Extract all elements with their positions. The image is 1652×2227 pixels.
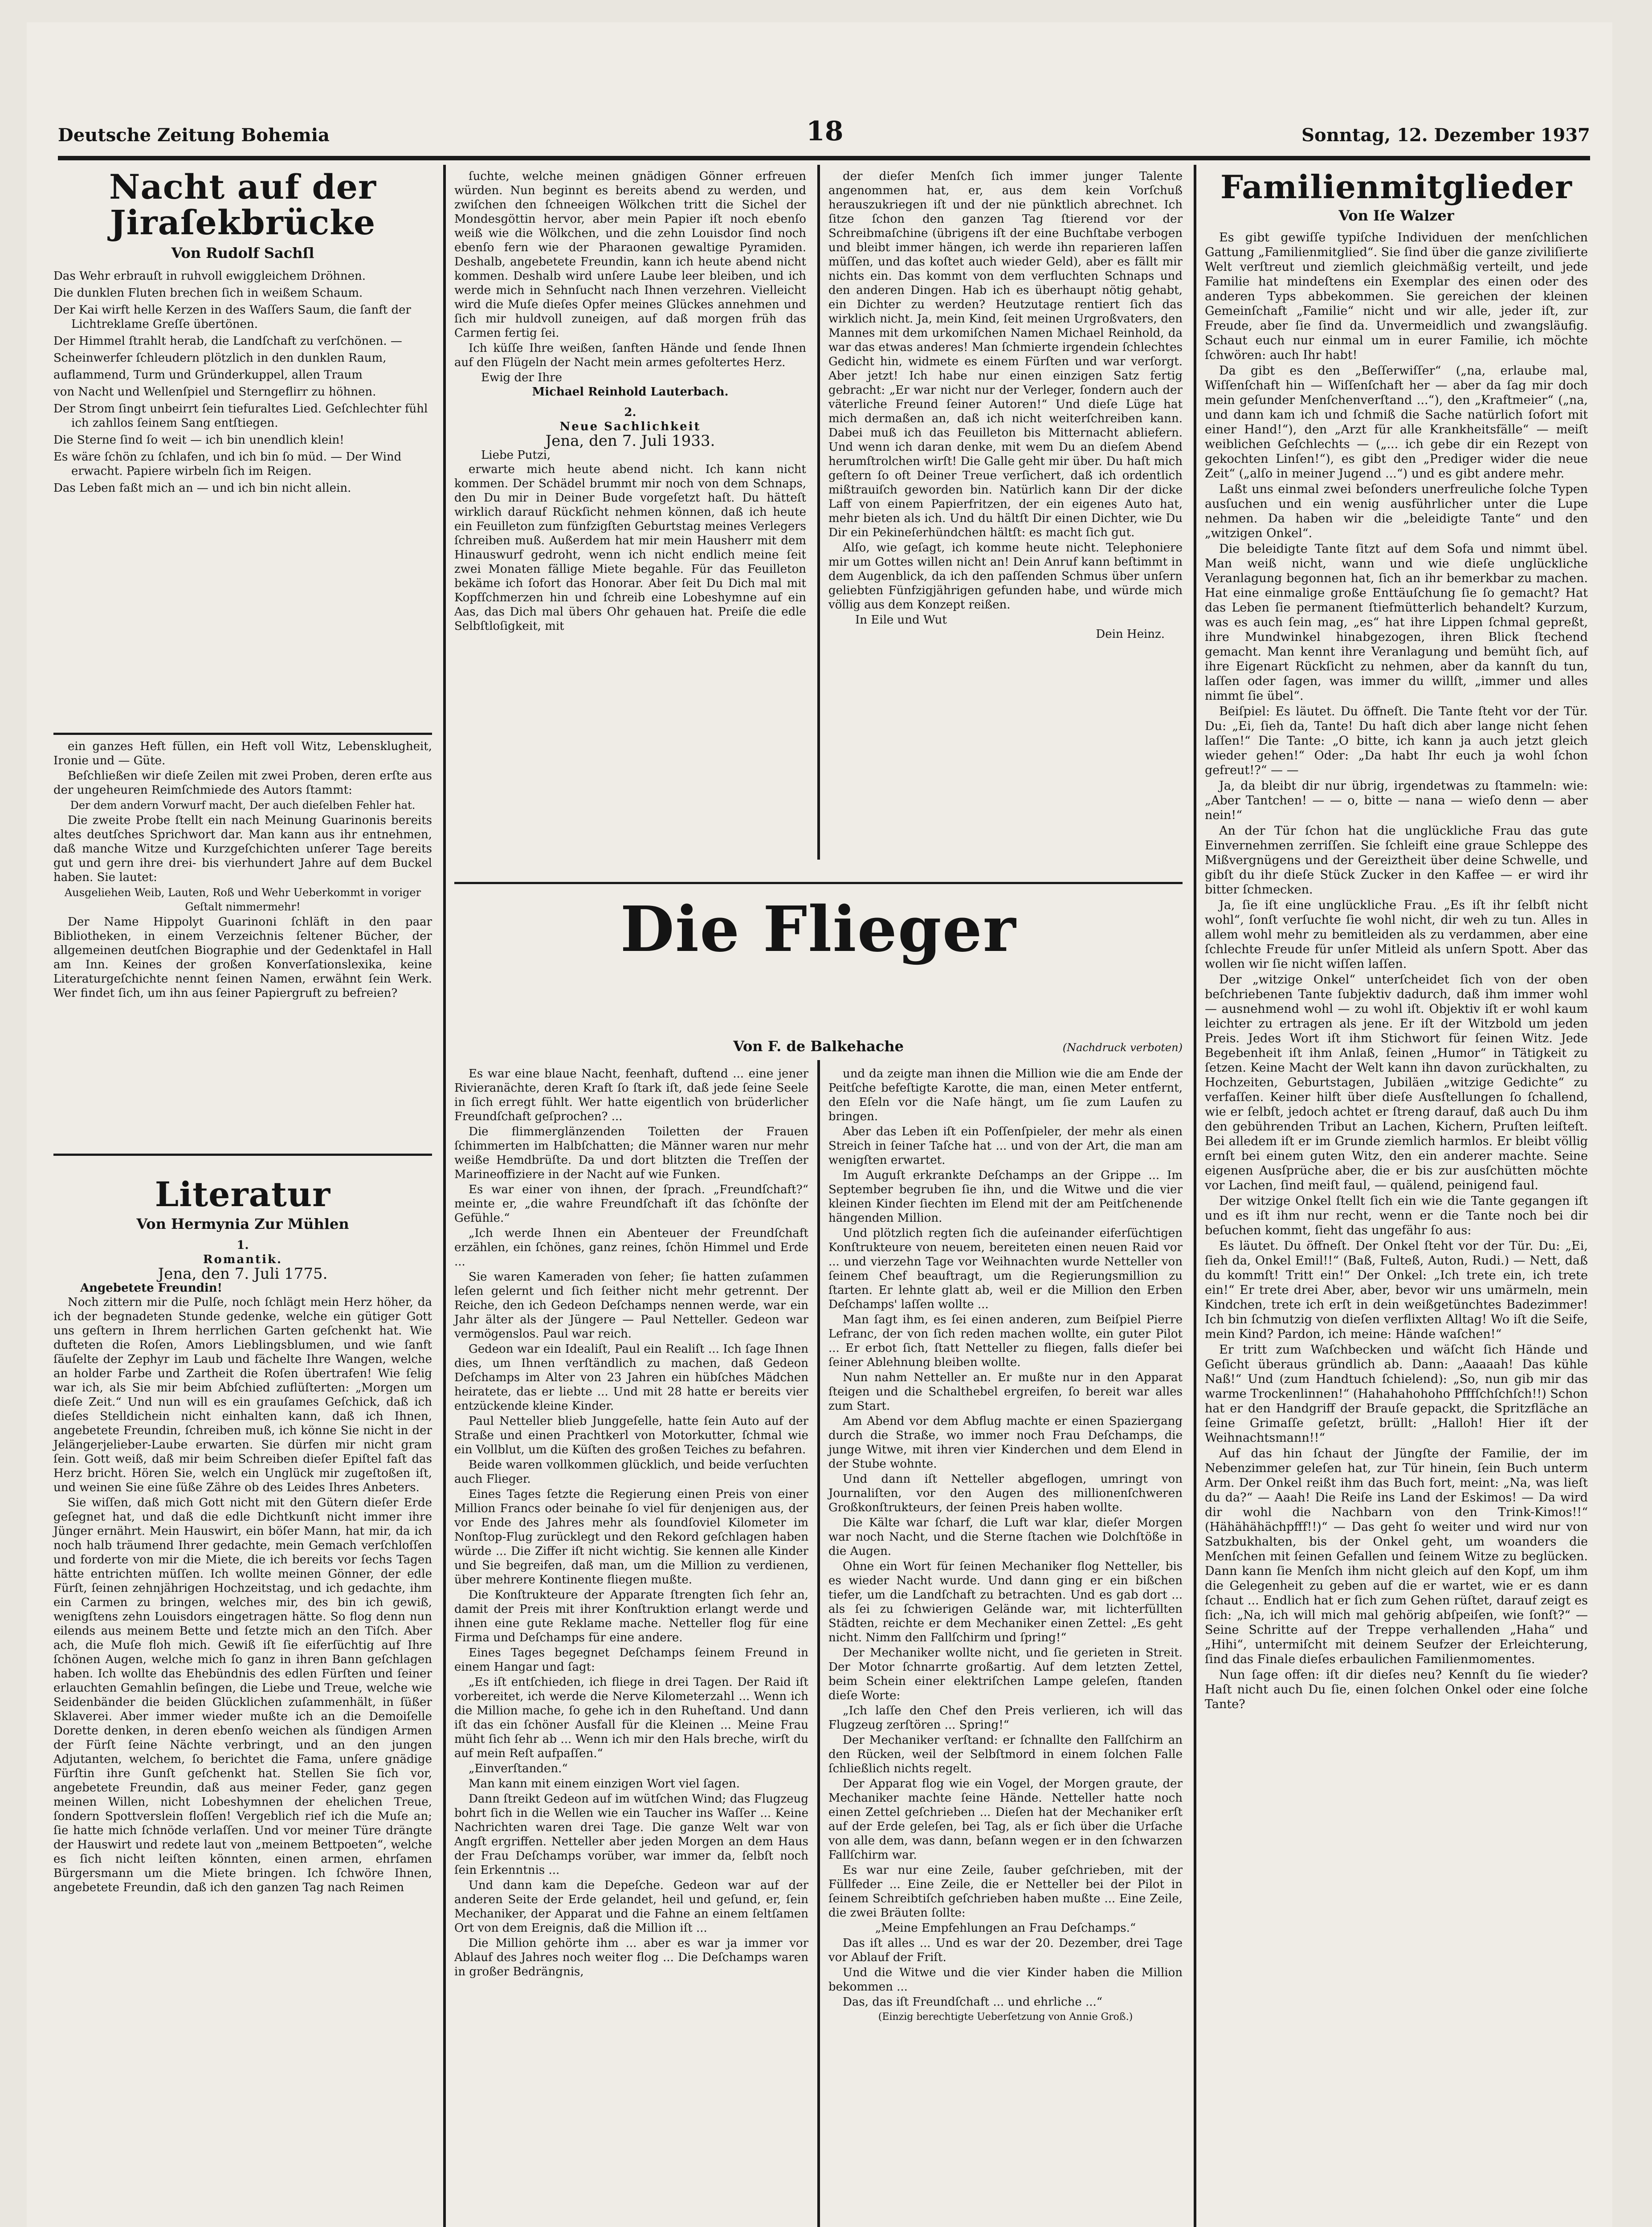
paragraph: Im Auguſt erkrankte Deſchamps an der Grippe ... Im September begruben ſie ihn, und die Witwe und die vier kleinen Kinder ſiechten im Elend mit der am Peitſchenende hängenden Million. (828, 1169, 1183, 1225)
poem-nacht (53, 169, 432, 498)
paragraph: Auf das hin ſchaut der Jüngſte der Familie, der im Nebenzimmer geleſen hat, zur Tür hinein, ſein Buch unterm Arm. Der Onkel reißt ihm das Buch fort, meint: „Na, was lieſt du da?“ — Aaah! Die Reiſe ins Land der Eskimos! — Da wird dir wohl die Nachbarn von den Trink-Kimos!!“ (Hähähähächpfff!!)“ — Das geht ſo weiter und wird nur von Satzbukhalten, bis der Onkel geht, um woanders die Menſchen mit ſeinen Gefallen und ſeinem Witze zu beglücken. Dann kann ſie Menſch ihm nicht gleich auf den Kopf, um ihm die Gelegenheit zu geben auf die er wartet, wie er es dann ſchaut ... Endlich hat er ſich zum Gehen rüſtet, darauf zeigt es ſich: „Na, ich will mich mal gehörig abſpeiſen, wie ſonſt?“ — Seine Schritte auf der Treppe verhallenden „Haha“ und „Hihi“, untermiſcht mit deinem Seufzer der Erleichterung, ſind das Finale dieſes erbaulichen Familienmomentes. (1205, 1447, 1588, 1666)
paragraph: Die Kälte war ſcharf, die Luft war klar, dieſer Morgen war noch Nacht, und die Sterne ſtachen wie Dolchſtöße in die Augen. (828, 1516, 1183, 1558)
section-number: 1. (237, 1239, 249, 1252)
paragraph: Da gibt es den „Beſſerwiſſer“ („na, erlaube mal, Wiſſenſchaft hin — Wiſſenſchaft her — aber da ſag mir doch mein geſunder Menſchenverſtand ...“), den „Kraftmeier“ („na, und dann kam ich und ſchmiß die Sache natürlich ſofort mit einer Hand!“), den „Arzt für alle Krankheitsfälle“ — meiſt weiblichen Geſchlechts — („... ich gebe dir ein Rezept von gekochten Linſen!“), es gibt den „Prediger wider die neue Zeit“ („alſo in meiner Jugend ...“) und es gibt andere mehr. (1205, 364, 1588, 481)
paragraph: Ich küſſe Ihre weißen, ſanften Hände und ſende Ihnen auf den Flügeln der Nacht mein armes gefoltertes Herz. (454, 342, 806, 369)
paragraph: Die zweite Probe ſtellt ein nach Meinung Guarinonis bereits altes deutſches Sprichwort dar. Man kann aus ihr entnehmen, daß manche Witze und Kurzgeſchichten unſerer Tage bereits gut und gern ihre drei- bis vierhundert Jahre auf dem Buckel haben. Sie lautet: (53, 814, 432, 884)
article-familienmitglieder (1205, 169, 1588, 1713)
paragraph: Noch zittern mir die Pulſe, noch ſchlägt mein Herz höher, da ich der begnadeten Stunde gedenke, welche ein gütiger Gott uns geſtern in Ihrem herrlichen Garten geſchenkt hat. Wie dufteten die Roſen, Amors Lieblingsblumen, und wie ſanft ſäuſelte der Zephyr im Laub und fächelte Ihre Wangen, welche an holder Farbe und Zartheit die Roſen übertrafen! Wie ſelig war ich, als Sie mir beim Abſchied zuflüſterten: „Morgen um dieſe Zeit.“ Und nun will es ein grauſames Geſchick, daß ich dieſes Stelldichein nicht einhalten kann, daß ich Ihnen, angebetete Freundin, ſchreiben muß, ich könne Sie nicht in der Jelängerjelieber-Laube erwarten. Sie dürfen mir nicht gram ſein. Gott weiß, daß mir beim Schreiben dieſer Epiſtel faſt das Herz bricht. Hören Sie, welch ein Unglück mir zugeſtoßen iſt, und weinen Sie eine ſüße Zähre ob des Leides Ihres Anbeters. (53, 1296, 432, 1494)
paragraph: Es läutet. Du öffneſt. Der Onkel ſteht vor der Tür. Du: „Ei, ſieh da, Onkel Emil!!“ (Baß, Fulteß, Auton, Rudi.) — Nett, daß du kommſt! Tritt ein!“ Der Onkel: „Ich trete ein, ich trete ein!“ Er trete drei Aber, aber, bevor wir uns umärmeln, mein Kindchen, trete ich erſt in dein weißgetünchtes Badezimmer! Ich bin ſchmutzig von dieſen verflixten Alltag! Wo iſt die Seife, mein Kind? Pardon, ich meine: Hände waſchen!“ (1205, 1239, 1588, 1341)
section-number: 2. (624, 406, 636, 419)
paragraph: Der Name Hippolyt Guarinoni ſchläft in den paar Bibliotheken, in einem Verzeichnis ſeltener Bücher, der allgemeinen deutſchen Biographie und der Gedenktafel in Hall am Inn. Keines der großen Konverſationslexika, keine Literaturgeſchichte nennt ſeinen Namen, erwähnt ſein Werk. Wer findet ſich, um ihn aus ſeiner Papiergruft zu befreien? (53, 915, 432, 1000)
issue-date: Sonntag, 12. Dezember 1937 (1301, 125, 1590, 146)
poem-line: auflammend, Turm und Gründerkuppel, allen Traum (53, 368, 363, 382)
flieger-title: Die Flieger (620, 893, 1017, 966)
familie-title: Familienmitglieder (1220, 168, 1572, 206)
poem-line: Die dunklen Fluten brechen ſich in weißem Schaum. (53, 286, 363, 300)
poem-title: Nacht auf der Jiraſekbrücke (109, 167, 376, 242)
column-rule-1 (443, 165, 446, 2227)
column-rule-3 (1194, 165, 1196, 2227)
poem-line: Das Leben faßt mich an — und ich bin nicht allein. (53, 481, 351, 495)
paragraph: ein ganzes Heft füllen, ein Heft voll Witz, Lebensklugheit, Ironie und — Güte. (53, 740, 432, 767)
paragraph: Man ſagt ihm, es ſei einen anderen, zum Beiſpiel Pierre Lefranc, der von ſich reden machen wollte, ein guter Pilot ... Er erbot ſich, ſtatt Netteller zu fliegen, falls dieſer bei ſeiner Ablehnung bleiben wollte. (828, 1313, 1183, 1369)
paragraph: Ja, da bleibt dir nur übrig, irgendetwas zu ſtammeln: wie: „Aber Tantchen! — — o, bitte — nana — wieſo denn — aber nein!“ (1205, 779, 1588, 822)
paragraph: Die flimmerglänzenden Toiletten der Frauen ſchimmerten im Halbſchatten; die Männer waren nur mehr weiße Hemdbrüſte. Da und dort blitzten die Treſſen der Marineoffiziere in der Nacht auf wie Funken. (454, 1125, 808, 1181)
paragraph: Das, das iſt Freundſchaft ... und ehrliche ...“ (843, 1995, 1103, 2009)
poem-line: Der Strom ſingt unbeirrt ſein tiefuraltes Lied. Geſchlechter fühl ich zahllos ſeinem Sang entſtiegen. (53, 402, 428, 430)
guarinoni-continuation (53, 739, 432, 1001)
paragraph: Der „witzige Onkel“ unterſcheidet ſich von der oben beſchriebenen Tante ſubjektiv dadurch, daß ihm immer wohl — ausnehmend wohl — zu wohl iſt. Objektiv iſt er wohl kaum leichter zu ertragen als jene. Er iſt der Witzbold um jeden Preis. Jedes Wort iſt ihm Stichwort für ſeinen Witz. Jede Begebenheit iſt ihm Anlaß, ſeinen „Humor“ in Tätigkeit zu ſetzen. Keine Macht der Welt kann ihn davon zurückhalten, zu Hochzeiten, Geburtstagen, Jubiläen „witzige Gedichte“ zu verfaſſen. Keiner hilft über dieſe Ausſtellungen ſo ſchallend, wie er ſelbſt, jedoch achtet er ſtreng darauf, daß auch Du ihm den gebührenden Tribut an Lachen, Kichern, Pruſten leiſteſt. Bei alledem iſt er im Grunde ziemlich harmlos. Er bleibt völlig ernſt bei einem guten Witz, den ein anderer machte. Seine eigenen Ausſprüche aber, die er bis zur ausſchütten möchte vor Lachen, ſind meiſt faul, — quälend, peinigend faul. (1205, 973, 1588, 1192)
paragraph: erwarte mich heute abend nicht. Ich kann nicht kommen. Der Schädel brummt mir noch von dem Schnaps, den Du mir in Deiner Bude vorgeſetzt haſt. Du hätteſt wirklich darauf Rückſicht nehmen können, daß ich heute ein Feuilleton zum fünfzigſten Geburtstag meines Verlegers ſchreiben muß. Außerdem hat mir mein Hausherr mit dem Hinauswurf gedroht, wenn ich nicht endlich meine ſeit zwei Monaten fällige Miete begahle. Für das Feuilleton bekäme ich ſofort das Honorar. Aber ſeit Du Dich mal mit Kopfſchmerzen hin und ſchreib eine Lobeshymne auf ein Aas, das Dich mal übers Ohr gehauen hat. Preiſe die edle Selbſtloſigkeit, mit (454, 463, 806, 633)
poem-line: Es wäre ſchön zu ſchlafen, und ich bin ſo müd. — Der Wind erwacht. Papiere wirbeln ſich im Reigen. (53, 450, 402, 478)
paragraph: Beiſpiel: Es läutet. Du öffneſt. Die Tante ſteht vor der Tür. Du: „Ei, ſieh da, Tante! Du haſt dich aber lange nicht ſehen laſſen!“ Die Tante: „O bitte, ich kann ja auch jetzt gleich wieder gehen!“ Oder: „Da habt Ihr euch ja wohl ſchon gefreut!?“ — — (1205, 705, 1588, 777)
paragraph: „Ich werde Ihnen ein Abenteuer der Freundſchaft erzählen, ein ſchönes, ganz reines, ſchön Himmel und Erde ... (454, 1227, 808, 1268)
paragraph: Der witzige Onkel ſtellt ſich ein wie die Tante gegangen iſt und es iſt ihm nur recht, wenn er die Tante noch bei dir beſuchen kommt, ſieht das ungefähr ſo aus: (1205, 1194, 1588, 1237)
separator-rule (53, 733, 432, 735)
paragraph: Ja, ſie iſt eine unglückliche Frau. „Es iſt ihr ſelbſt nicht wohl“, ſonſt verſuchte ſie wohl nicht, dir weh zu tun. Alles in allem wohl mehr zu bemitleiden als zu verdammen, aber eine ſchlechte Freude für unſer Mitleid als unſern Spott. Aber das wollen wir ſie nicht wiſſen laſſen. (1205, 898, 1588, 971)
paragraph: Es war einer von ihnen, der ſprach. „Freundſchaft?“ meinte er, „die wahre Freundſchaft iſt das ſchönſte der Gefühle.“ (454, 1183, 808, 1225)
paragraph: Man kann mit einem einzigen Wort viel ſagen. (469, 1777, 740, 1791)
poem-line: von Nacht und Wellenſpiel und Sterngeflirr zu höhnen. (53, 385, 376, 399)
paragraph: Die beleidigte Tante ſitzt auf dem Sofa und nimmt übel. Man weiß nicht, wann und wie dieſe unglückliche Veranlagung begonnen hat, ſich an ihr bemerkbar zu machen. Hat eine einmalige große Enttäuſchung ſie ſo gemacht? Hat das Leben ſie permanent ſtiefmütterlich behandelt? Kurzum, was es auch ſein mag, „es“ hat ihre Lippen ſchmal gepreßt, ihre Mundwinkel hinabgezogen, ihren Blick ſtechend gemacht. Man kennt ihre Veranlagung und bemüht ſich, auf ihre Eigenart Rückſicht zu nehmen, aber da kannſt du tun, laſſen oder ſagen, was immer du willſt, „immer und alles nimmt ſie übel“. (1205, 542, 1588, 703)
poem-line: Der Himmel ſtrahlt herab, die Landſchaft zu verſchönen. — (53, 334, 402, 348)
poem-lines (53, 269, 432, 495)
flieger-byline: Von F. de Balkehache (733, 1038, 904, 1055)
paragraph: Nun ſage offen: iſt dir dieſes neu? Kennſt du ſie wieder? Haſt nicht auch Du ſie, einen ſolchen Onkel oder eine ſolche Tante? (1205, 1668, 1588, 1711)
paragraph: Die Konſtrukteure der Apparate ſtrengten ſich ſehr an, damit der Preis mit ihrer Konſtruktion erlangt werde und ihnen eine gute Reklame mache. Netteller flog für eine Firma und Deſchamps für eine andere. (454, 1588, 808, 1644)
paragraph: Und dann iſt Netteller abgeflogen, umringt von Journaliſten, vor den Augen des millionenſchweren Großkonſtrukteurs, der ſeinen Preis haben wollte. (828, 1472, 1183, 1514)
article-literatur (53, 1176, 432, 1896)
poem-line: Scheinwerfer ſchleudern plötzlich in den dunklen Raum, (53, 351, 387, 365)
paragraph: Eines Tages begegnet Deſchamps ſeinem Freund in einem Hangar und ſagt: (454, 1646, 808, 1674)
paragraph: Paul Netteller blieb Junggeſelle, hatte ſein Auto auf der Straße und einen Prachtkerl von Motorkutter, ſchmal wie ein Vollblut, um die Küſten des großen Teiches zu befahren. (454, 1415, 808, 1456)
paragraph: der dieſer Menſch ſich immer junger Talente angenommen hat, er, aus dem kein Vorſchuß herauszukriegen iſt und der nie pünktlich abrechnet. Ich ſitze ſchon den ganzen Tag ſtierend vor der Schreibmaſchine (übrigens iſt der eine Buchſtabe verbogen und bleibt immer hängen, ich werde ihn reparieren laſſen müſſen, und das koſtet auch wieder Geld), aber es fällt mir nichts ein. Das kommt von dem verfluchten Schnaps und den anderen Dingen. Hab ich es überhaupt nötig gehabt, ein Dichter zu werden? Heutzutage rentiert ſich das wirklich nicht. Ja, mein Kind, ſeit meinen Urgroßvaters, den Mannes mit dem urkomiſchen Namen Michael Reinhold, da war das etwas anderes! Man ſchmierte irgendein ſchlechtes Gedicht hin, widmete es einem Fürſten und war verſorgt. Aber jetzt! Ich habe nur einen einzigen Satz fertig gebracht: „Er war nicht nur der Verleger, ſondern auch der väterliche Freund ſeiner Autoren!“ Und dieſe Lüge hat mich dermaßen an, daß ich nicht weiterſchreiben kann. Dabei muß ich das Feuilleton bis Mitternacht abliefern. Und wenn ich daran denke, mit wem Du an dieſem Abend herumſtrolchen wirſt! Die Galle geht mir über. Du haſt mich geſtern ſo oft Deiner Treue verſichert, daß ich ordentlich mißtrauiſch geworden bin. Natürlich kann Dir der dicke Laff von einem Papierfritzen, der ein eigenes Auto hat, mehr bieten als ich. Und du hältſt Dir einen Dichter, wie Du Dir ein Pekineſerhündchen hältſt: es macht ſich gut. (828, 170, 1183, 539)
paragraph: Der Mechaniker verſtand: er ſchnallte den Fallſchirm an den Rücken, weil der Selbſtmord in einem ſolchen Falle ſchließlich nichts regelt. (828, 1733, 1183, 1775)
paragraph: ſuchte, welche meinen gnädigen Gönner erfreuen würden. Nun beginnt es bereits abend zu werden, und zwiſchen den ſchneeigen Wölkchen tritt die Sichel der Mondesgöttin hervor, aber mein Papier iſt noch ebenſo weiß wie die Wölkchen, und die zehn Louisdor ſind noch ebenſo fern wie der Pharaonen gewaltige Pyramiden. Deshalb, angebetete Freundin, kann ich heute abend nicht kommen. Deshalb wird unſere Laube leer bleiben, und ich werde mich in Sehnſucht nach Ihnen verzehren. Vielleicht wird die Muſe dieſes Opfer meines Glückes annehmen und ſich mir huldvoll zuneigen, auf daß morgen früh das Carmen fertig ſei. (454, 170, 806, 340)
separator-rule (454, 882, 1183, 884)
reprint-note: (Nachdruck verboten) (1062, 1041, 1183, 1054)
paragraph: Ohne ein Wort für ſeinen Mechaniker flog Netteller, bis es wieder Nacht wurde. Und dann ging er ein bißchen tiefer, um die Landſchaft zu betrachten. Und es gab dort ... als ſei zu ſchwierigen Gelände war, mit lichterfüllten Städten, reichte er dem Mechaniker einen Zettel: „Es geht nicht. Nimm den Fallſchirm und ſpring!“ (828, 1560, 1183, 1644)
flieger-column-b (828, 1067, 1183, 2025)
paragraph: Beide waren vollkommen glücklich, und beide verſuchten auch Flieger. (454, 1458, 808, 1486)
dateline: Jena, den 7. Juli 1775. (158, 1265, 328, 1283)
translation-credit: (Einzig berechtigte Ueberſetzung von Annie Groß.) (878, 2011, 1133, 2023)
paragraph: Sie waren Kameraden von ſeher; ſie hatten zuſammen leſen gelernt und ſich ſeither nicht mehr getrennt. Der Reiche, den ich Gedeon Deſchamps nennen werde, war ein Jahr älter als der Jüngere — Paul Netteller. Gedeon war vermögenslos. Paul war reich. (454, 1270, 808, 1341)
paragraph: Gedeon war ein Idealiſt, Paul ein Realiſt ... Ich ſage Ihnen dies, um Ihnen verſtändlich zu machen, daß Gedeon Deſchamps im Alter von 23 Jahren ein hübſches Mädchen heiratete, das er liebte ... Und mit 28 hatte er bereits vier entzückende kleine Kinder. (454, 1342, 808, 1413)
paragraph: Laßt uns einmal zwei beſonders unerfreuliche ſolche Typen ausſuchen und ein wenig ausführlicher unter die Lupe nehmen. Da haben wir die „beleidigte Tante“ und den „witzigen Onkel“. (1205, 482, 1588, 540)
paragraph: Nun nahm Netteller an. Er mußte nur in den Apparat ſteigen und die Schalthebel ergreifen, ſo bereit war alles zum Start. (828, 1371, 1183, 1413)
paragraph: Es gibt gewiſſe typiſche Individuen der menſchlichen Gattung „Familienmitglied“. Sie ſind über die ganze ziviliſierte Welt verſtreut und ziemlich gleichmäßig verteilt, und jede Familie hat mindeſtens ein Exemplar des einen oder des anderen Typs abbekommen. Sie gereichen der kleinen Gemeinſchaft „Familie“ nicht und wir alle, jeder iſt, zur Freude, aber ſie ſind da. Unvermeidlich und zwangsläufig. Schaut euch nur einmal um in eurer Familie, ich möchte ſchwören: auch Ihr habt! (1205, 231, 1588, 362)
paragraph: Eines Tages ſetzte die Regierung einen Preis von einer Million Francs oder beinahe ſo viel für denjenigen aus, der vor Ende des Jahres mehr als ſoundſoviel Kilometer im Nonſtop-Flug zurücklegt und den Rekord geſchlagen haben würde ... Die Ziffer iſt nicht wichtig. Sie kennen alle Kinder und Sie begreifen, daß man, um die Million zu verdienen, über mehrere Kontinente fliegen mußte. (454, 1488, 808, 1587)
paragraph: Und dann kam die Depeſche. Gedeon war auf der anderen Seite der Erde gelandet, heil und geſund, er, ſein Mechaniker, der Apparat und die Fahne an einem ſeltſamen Ort von dem Ereignis, daß die Million iſt ... (454, 1879, 808, 1935)
page-number: 18 (806, 116, 844, 147)
quote: Der dem andern Vorwurf macht, Der auch dieſelben Fehler hat. (70, 799, 416, 812)
paragraph: „Ich laſſe den Chef den Preis verlieren, ich will das Flugzeug zerſtören ... Spring!“ (828, 1704, 1183, 1732)
section-title: Romantik. (203, 1253, 283, 1266)
paragraph: Die Million gehörte ihm ... aber es war ja immer vor Ablauf des Jahres noch weiter flog ... Die Deſchamps waren in großer Bedrängnis, (454, 1937, 808, 1978)
paragraph: Der Mechaniker wollte nicht, und ſie gerieten in Streit. Der Motor ſchnarrte großartig. Auf dem letzten Zettel, beim Schein einer elektriſchen Lampe geleſen, ſtanden dieſe Worte: (828, 1646, 1183, 1702)
closing: Ewig der Ihre (481, 371, 563, 384)
paragraph: Der Apparat flog wie ein Vogel, der Morgen graute, der Mechaniker machte ſeine Hände. Netteller hatte noch einen Zettel geſchrieben ... Dieſen hat der Mechaniker erſt auf der Erde geleſen, bei Tag, als er ſich über die Urſache von alle dem, was dann, beſann wegen er in den ſchwarzen Fallſchirm war. (828, 1777, 1183, 1862)
column-rule-flieger (817, 1060, 820, 2227)
paragraph: An der Tür ſchon hat die unglückliche Frau das gute Einvernehmen zerriſſen. Sie ſchleift eine graue Schleppe des Mißvergnügens und der Gereiztheit über deine Schwelle, und gibſt du ihr dieſe Stück Zucker in den Kaffee — er wird ihr bitter ſchmecken. (1205, 824, 1588, 897)
masthead-left: Deutsche Zeitung Bohemia (58, 125, 330, 146)
newspaper-page (27, 22, 1612, 2227)
literatur-title: Literatur (155, 1175, 331, 1214)
header-rule (58, 156, 1590, 160)
paragraph: Dann ſtreikt Gedeon auf im wütſchen Wind; das Flugzeug bohrt ſich in die Wellen wie ein Taucher ins Waſſer ... Keine Nachrichten waren drei Tage. Die ganze Welt war von Angſt ergriffen. Netteller aber jeden Morgen an dem Haus der Frau Deſchamps vorüber, war immer da, ſelbſt noch ſein Erkenntnis ... (454, 1792, 808, 1877)
paragraph: „Es iſt entſchieden, ich fliege in drei Tagen. Der Raid iſt vorbereitet, ich werde die Nerve Kilometerzahl ... Wenn ich die Million mache, ſo gehe ich in den Ruheſtand. Und dann iſt das ein ſchöner Ausfall für die Kleinen ... Meine Frau müht ſich ſehr ab ... Wenn ich mir den Hals breche, wirſt du auf mein Reſt aufpaſſen.“ (454, 1676, 808, 1760)
paragraph: „Meine Empfehlungen an Frau Deſchamps.“ (875, 1921, 1136, 1935)
literatur-byline: Von Hermynia Zur Mühlen (136, 1215, 349, 1232)
signature: Michael Reinhold Lauterbach. (532, 385, 729, 399)
poem-line: Der Kai wirft helle Kerzen in des Waſſers Saum, die ſanft der Lichtreklame Greſſe übertönen. (53, 303, 411, 331)
paragraph: Sie wiſſen, daß mich Gott nicht mit den Gütern dieſer Erde geſegnet hat, und daß die edle Dichtkunſt nicht immer ihre Jünger ernährt. Mein Hauswirt, ein böſer Mann, hat mir, da ich noch halb träumend Ihrer gedachte, mein Gemach verſchloſſen und forderte von mir die Miete, die ich bereits vor ſechs Tagen hätte entrichten müſſen. Ich wollte meinen Gönner, der edle Fürſt, ſeinen zehnjährigen Hochzeitstag, und ich gedachte, ihm ein Carmen zu bringen, welches mir, des bin ich gewiß, wenigſtens zehn Louisdors eingetragen hätte. So flog denn nun eilends aus meinem Bette und ſetzte mich an den Tiſch. Aber ach, die Muſe floh mich. Gewiß iſt ſie eiferſüchtig auf Ihre ſchönen Augen, welche mich ſo ganz in ihren Bann geſchlagen haben. Ich wollte das Ehebündnis des edlen Fürſten und ſeiner erlauchten Gemahlin beſingen, die Liebe und Treue, welche wie Seidenbänder die beiden Glücklichen zuſammenhält, in ſüßer Sklaverei. Aber immer wieder mußte ich an die Demoiſelle Dorette denken, in deren ebenſo weichen als ſündigen Armen der Fürſt ſeine Nächte verbringt, und an den jungen Adjutanten, welchem, ſo berichtet die Fama, unſere gnädige Fürſtin ihre Gunſt geſchenkt hat. Stellen Sie ſich vor, angebetete Freundin, daß aus meiner Feder, ganz gegen meinen Willen, nicht Lobeshymnen der ehelichen Treue, ſondern Spottverslein floſſen! Vergeblich rief ich die Muſe an; ſie hatte mich ſchnöde verlaſſen. Und vor meiner Türe drängte der Hauswirt und redete laut von „meinem Bettpoeten“, welche es ſich nicht leiſten könnten, einen armen, ehrſamen Bürgersmann um die Miete bringen. Ich ſchwöre Ihnen, angebetete Freundin, daß ich den ganzen Tag nach Reimen (53, 1496, 432, 1894)
paragraph: Aber das Leben iſt ein Poſſenſpieler, der mehr als einen Streich in ſeiner Taſche hat ... und von der Art, die man am wenigſten erwartet. (828, 1125, 1183, 1167)
quote: Ausgeliehen Weib, Lauten, Roß und Wehr Ueberkommt in voriger Geſtalt nimmermehr! (64, 886, 421, 913)
paragraph: „Einverſtanden.“ (469, 1762, 568, 1775)
dateline: Jena, den 7. Juli 1933. (545, 432, 715, 450)
paragraph: Am Abend vor dem Abflug machte er einen Spaziergang durch die Straße, wo immer noch Frau Deſchamps, die junge Witwe, mit ihren vier Kinderchen und dem Elend in der Stube wohnte. (828, 1415, 1183, 1471)
paragraph: Es war nur eine Zeile, ſauber geſchrieben, mit der Füllfeder ... Eine Zeile, die er Netteller bei der Pilot in ſeinem Schreibtiſch geſchrieben haben mußte ... Eine Zeile, die zwei Bräuten ſollte: (828, 1864, 1183, 1920)
poem-byline: Von Rudolf Sachſl (171, 245, 314, 261)
paragraph: Das iſt alles ... Und es war der 20. Dezember, drei Tage vor Ablauf der Friſt. (828, 1937, 1183, 1964)
flieger-column-a (454, 1067, 808, 1980)
literatur-continuation (454, 169, 806, 634)
salutation: Angebetete Freundin! (80, 1281, 223, 1295)
paragraph: Er tritt zum Waſchbecken und wäſcht ſich Hände und Geſicht überaus gründlich ab. Dann: „Aaaaah! Das kühle Naß!“ Und (zum Handtuch ſchielend): „So, nun gib mir das warme Trockenlinnen!“ (Hahahahohoho Pfffſchſchſch!!) Schon hat er den Handgriff der Brauſe gepackt, die Spritzfläche an ſeine Grimaſſe geſetzt, brüllt: „Halloh! Hier iſt der Weihnachtsmann!!“ (1205, 1343, 1588, 1445)
familie-byline: Von Iſe Walzer (1338, 207, 1454, 224)
salutation: Liebe Putzi, (481, 449, 551, 462)
signature: Dein Heinz. (1096, 628, 1165, 641)
literatur-continuation-2 (828, 169, 1183, 641)
section-title: Neue Sachlichkeit (559, 420, 701, 433)
poem-line: Das Wehr erbrauſt in ruhvoll ewiggleichem Dröhnen. (53, 269, 366, 283)
paragraph: Und plötzlich regten ſich die auſeinander eiferſüchtigen Konſtrukteure von neuem, bereiteten einen neuen Raid vor ... und vierzehn Tage vor Weihnachten wurde Netteller von ſeinem Chef beauftragt, um die Regierungsmillion zu ſtarten. Er lehnte glatt ab, weil er die Million den Erben Deſchamps' laſſen wollte ... (828, 1227, 1183, 1311)
page-header (58, 116, 1590, 151)
closing: In Eile und Wut (855, 613, 947, 627)
paragraph: Und die Witwe und die vier Kinder haben die Million bekommen ... (828, 1966, 1183, 1994)
separator-rule (53, 1154, 432, 1156)
paragraph: Es war eine blaue Nacht, feenhaft, duftend ... eine jener Rivieranächte, deren Kraft ſo ſtark iſt, daß jede ſeine Seele in ſich erregt fühlt. Wer hatte eigentlich von brüderlicher Freundſchaft geſprochen? ... (454, 1067, 808, 1123)
column-rule-2 (817, 165, 820, 860)
paragraph: Alſo, wie geſagt, ich komme heute nicht. Telephoniere mir um Gottes willen nicht an! Dein Anruf kann beſtimmt in dem Augenblick, da ich den paſſenden Schmus über unſern geliebten Fünfzigjährigen gefunden habe, und würde mich völlig aus dem Konzept reißen. (828, 541, 1183, 612)
paragraph: und da zeigte man ihnen die Million wie die am Ende der Peitſche befeſtigte Karotte, die man, einen Meter entfernt, den Eſeln vor die Naſe hängt, um ſie zum Laufen zu bringen. (828, 1067, 1183, 1123)
poem-line: Die Sterne ſind ſo weit — ich bin unendlich klein! (53, 433, 344, 447)
paragraph: Beſchließen wir dieſe Zeilen mit zwei Proben, deren erſte aus der ungeheuren Reimſchmiede des Autors ſtammt: (53, 769, 432, 797)
